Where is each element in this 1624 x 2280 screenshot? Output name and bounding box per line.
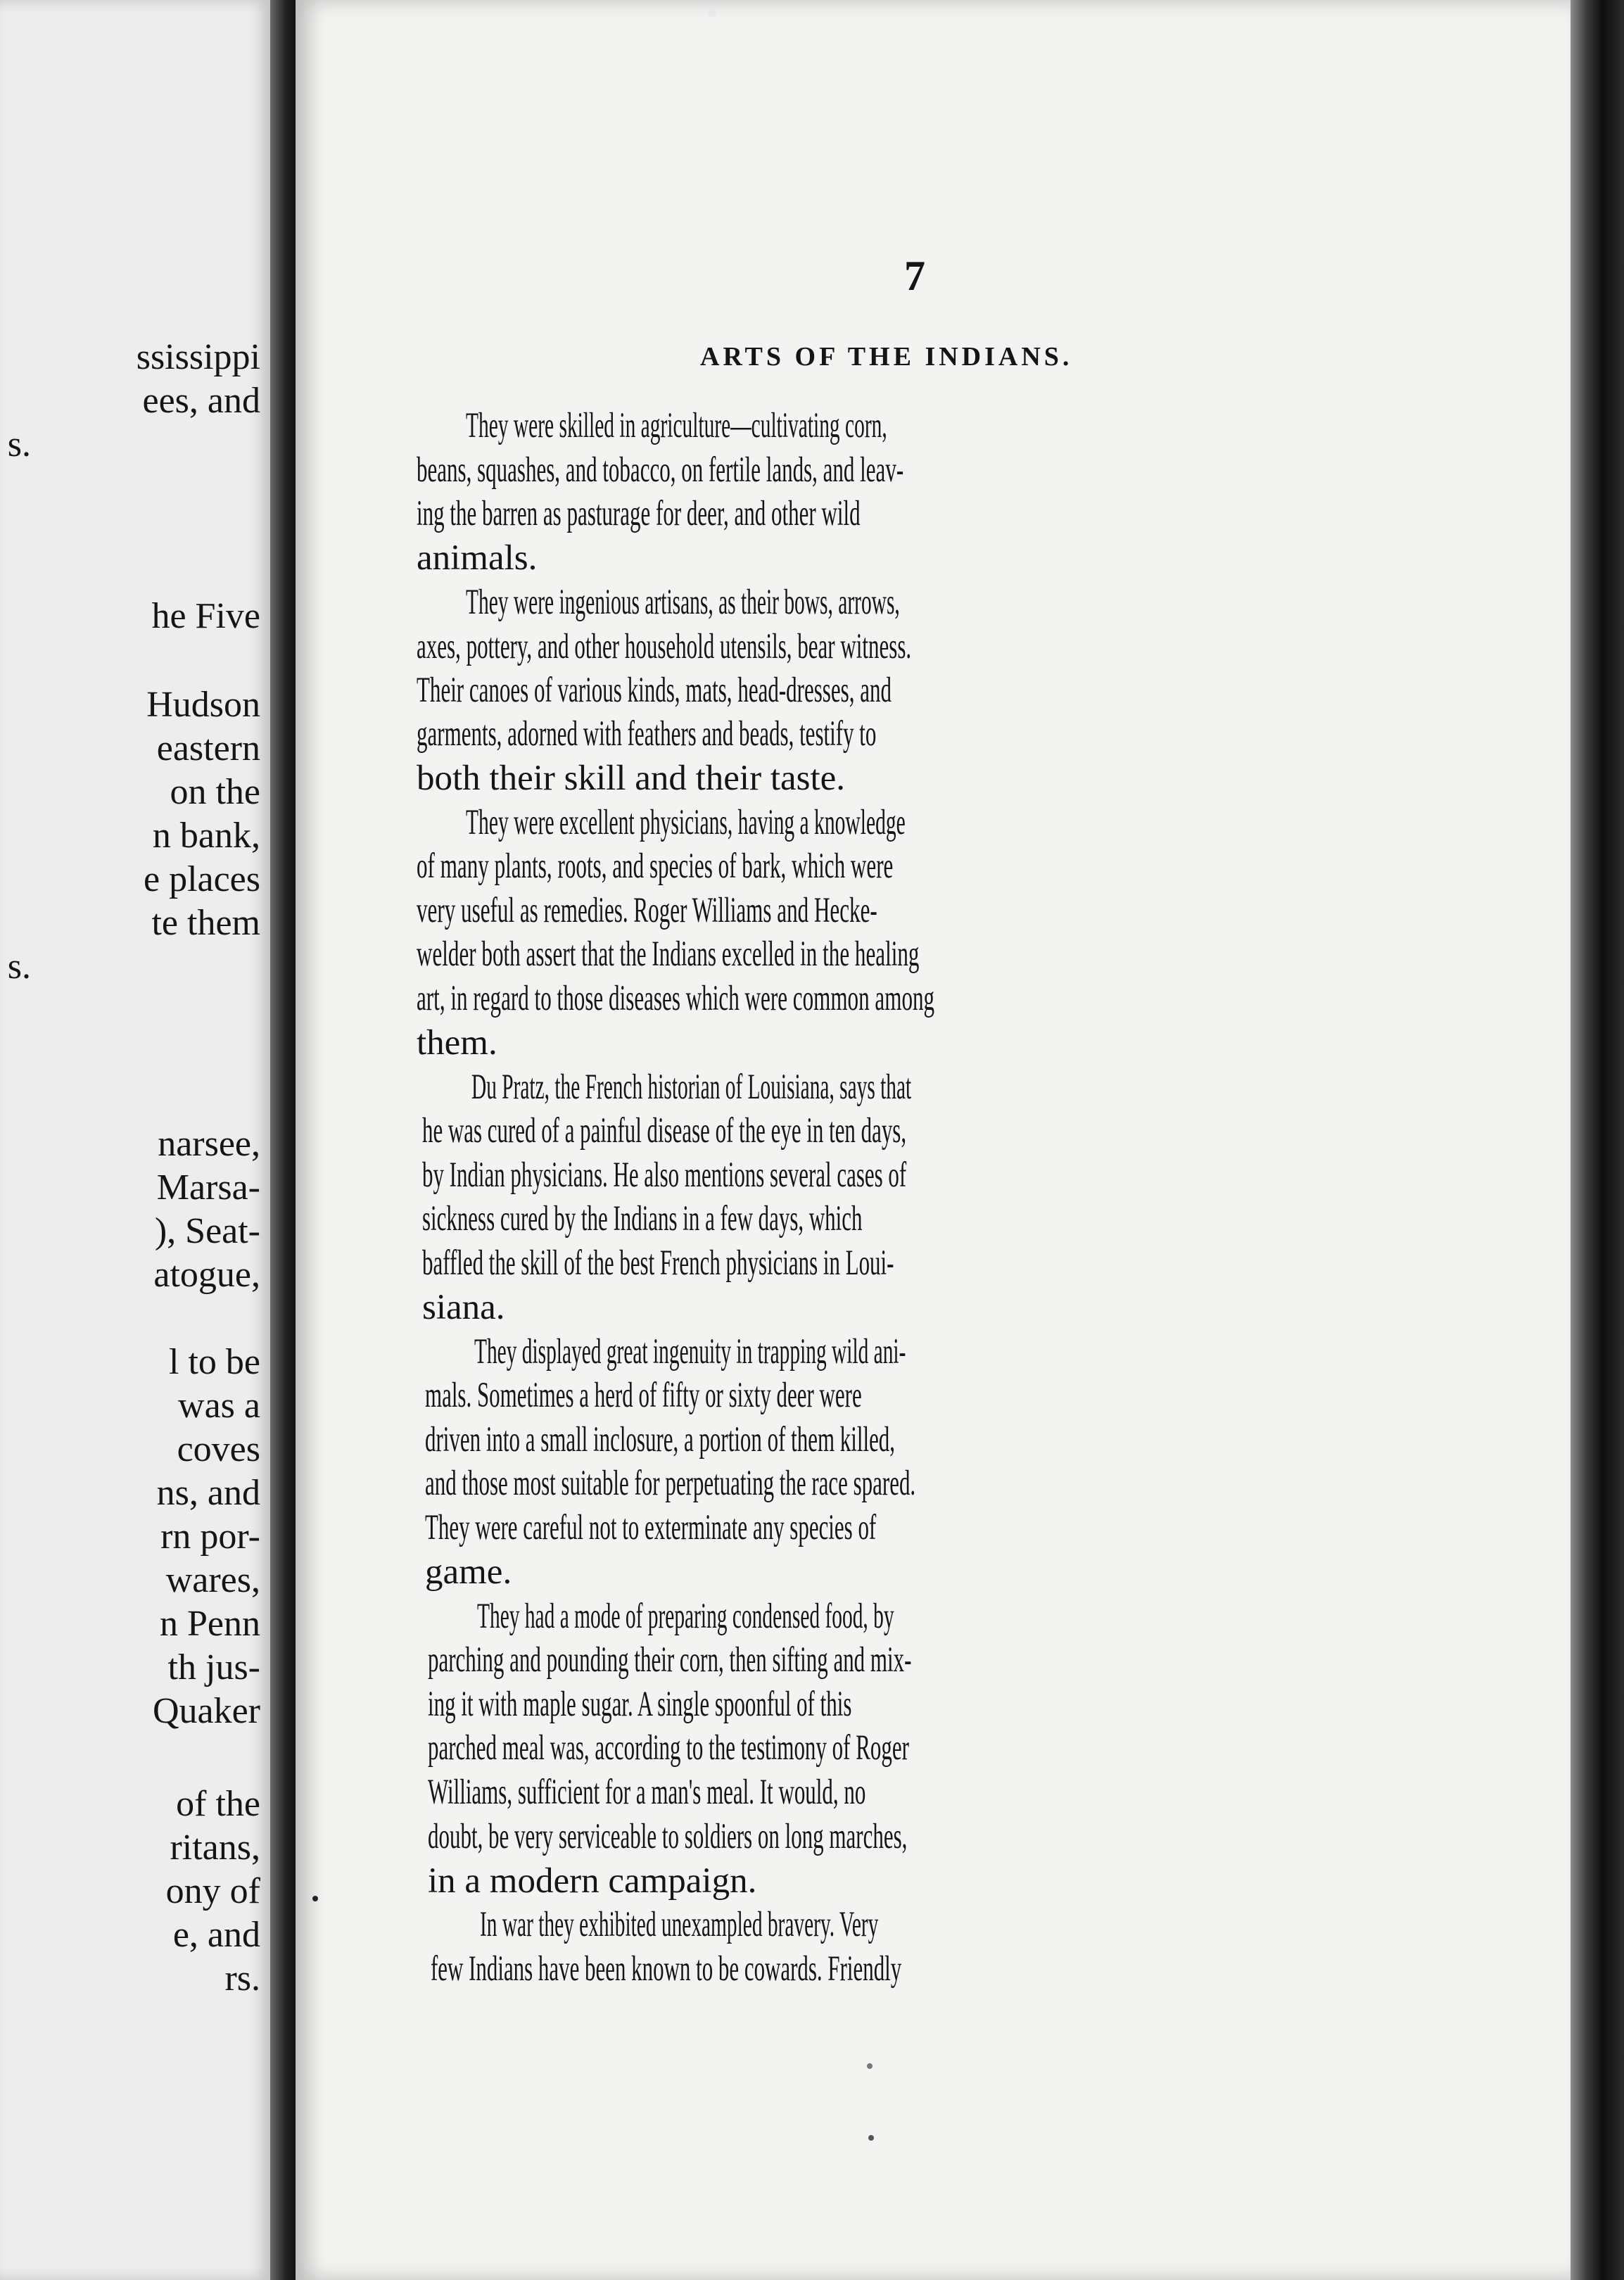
body-line: They had a mode of preparing condensed food, by — [477, 1597, 894, 1636]
body-line: ing it with maple sugar. A single spoonful of this — [428, 1685, 852, 1724]
body-line: doubt, be very serviceable to soldiers on long marches, — [428, 1817, 908, 1856]
body-line: driven into a small inclosure, a portion of them killed, — [425, 1420, 896, 1459]
left-page-line: e, and — [172, 1915, 260, 1955]
left-page-line: l to be — [169, 1342, 260, 1382]
left-page-line: coves — [177, 1429, 260, 1469]
left-page-line: te them — [151, 903, 260, 943]
body-line: Du Pratz, the French historian of Louisiana, says that — [471, 1068, 912, 1107]
body-line: of many plants, roots, and species of bark, which were — [417, 847, 894, 886]
page-number: 7 — [904, 253, 925, 299]
body-line: parching and pounding their corn, then sifting and mix- — [428, 1640, 912, 1680]
body-line: he was cured of a painful disease of the eye in ten days, — [422, 1111, 907, 1151]
left-page-line: rs. — [224, 1958, 260, 1999]
left-page-line: Marsa- — [156, 1167, 260, 1208]
body-line: mals. Sometimes a herd of fifty or sixty deer were — [425, 1376, 862, 1415]
speck — [312, 1896, 318, 1901]
body-line: animals. — [417, 538, 538, 578]
body-line: both their skill and their taste. — [417, 759, 846, 798]
left-page-line: of the — [176, 1784, 260, 1824]
left-page-line: ony of — [165, 1871, 260, 1911]
left-page-line: on the — [170, 772, 260, 812]
chapter-heading: ARTS OF THE INDIANS. — [700, 342, 1073, 372]
left-page-line: ssissippi — [136, 337, 260, 377]
body-line: axes, pottery, and other household utensils, bear witness. — [417, 627, 912, 666]
body-line: They were excellent physicians, having a knowledge — [466, 803, 906, 842]
left-page-line: he Five — [151, 596, 260, 636]
left-page-line: narsee, — [158, 1124, 260, 1164]
body-line: few Indians have been known to be cowards. Friendly — [431, 1949, 902, 1989]
body-line: welder both assert that the Indians excelled in the healing — [417, 935, 920, 974]
left-page-line: ns, and — [156, 1473, 260, 1513]
speck — [867, 2063, 873, 2069]
body-line: by Indian physicians. He also mentions several cases of — [422, 1155, 907, 1195]
body-line: in a modern campaign. — [428, 1861, 757, 1901]
body-line: They displayed great ingenuity in trapping wild ani- — [474, 1332, 906, 1372]
left-page-line: e places — [143, 859, 260, 899]
left-page-line: ), Seat- — [154, 1211, 260, 1251]
body-line: They were ingenious artisans, as their bows, arrows, — [466, 583, 900, 622]
body-line: garments, adorned with feathers and beads, testify to — [417, 714, 877, 754]
body-line: Their canoes of various kinds, mats, head-dresses, and — [417, 671, 892, 710]
left-page-line: was a — [178, 1386, 260, 1426]
left-page-line: th jus- — [167, 1647, 260, 1687]
left-page-line: eastern — [156, 728, 260, 768]
body-line: sickness cured by the Indians in a few days, which — [422, 1199, 863, 1239]
body-line: baffled the skill of the best French physicians in Loui- — [422, 1243, 894, 1283]
left-page-line: ritans, — [170, 1828, 260, 1868]
left-page-line: atogue, — [153, 1255, 260, 1295]
body-line: parched meal was, according to the testimony of Roger — [428, 1728, 909, 1768]
speck — [708, 8, 716, 17]
left-page-line: s. — [7, 946, 31, 987]
left-page-line: n bank, — [152, 816, 260, 856]
speck — [868, 2135, 874, 2141]
body-line: them. — [417, 1023, 497, 1063]
left-page-line: s. — [7, 424, 31, 464]
body-line: In war they exhibited unexampled bravery. Very — [480, 1905, 879, 1944]
body-line: beans, squashes, and tobacco, on fertile lands, and leav- — [417, 450, 904, 490]
body-line: They were careful not to exterminate any species of — [425, 1508, 877, 1547]
body-line: and those most suitable for perpetuating the race spared. — [425, 1464, 916, 1503]
body-line: game. — [425, 1552, 512, 1592]
left-page-line: Quaker — [152, 1691, 260, 1731]
body-line: ing the barren as pasturage for deer, and other wild — [417, 494, 861, 533]
left-page-line: wares, — [165, 1560, 260, 1600]
body-line: They were skilled in agriculture—cultivating corn, — [466, 406, 887, 445]
left-page-line: rn por- — [160, 1516, 260, 1557]
body-line: siana. — [422, 1288, 505, 1327]
left-page-line: ees, and — [142, 381, 260, 421]
body-line: art, in regard to those diseases which were common among — [417, 979, 935, 1018]
left-page-line: Hudson — [146, 685, 260, 725]
body-line: very useful as remedies. Roger Williams and Hecke- — [417, 891, 877, 930]
left-page-line: n Penn — [160, 1604, 260, 1644]
body-line: Williams, sufficient for a man's meal. It would, no — [428, 1773, 866, 1812]
